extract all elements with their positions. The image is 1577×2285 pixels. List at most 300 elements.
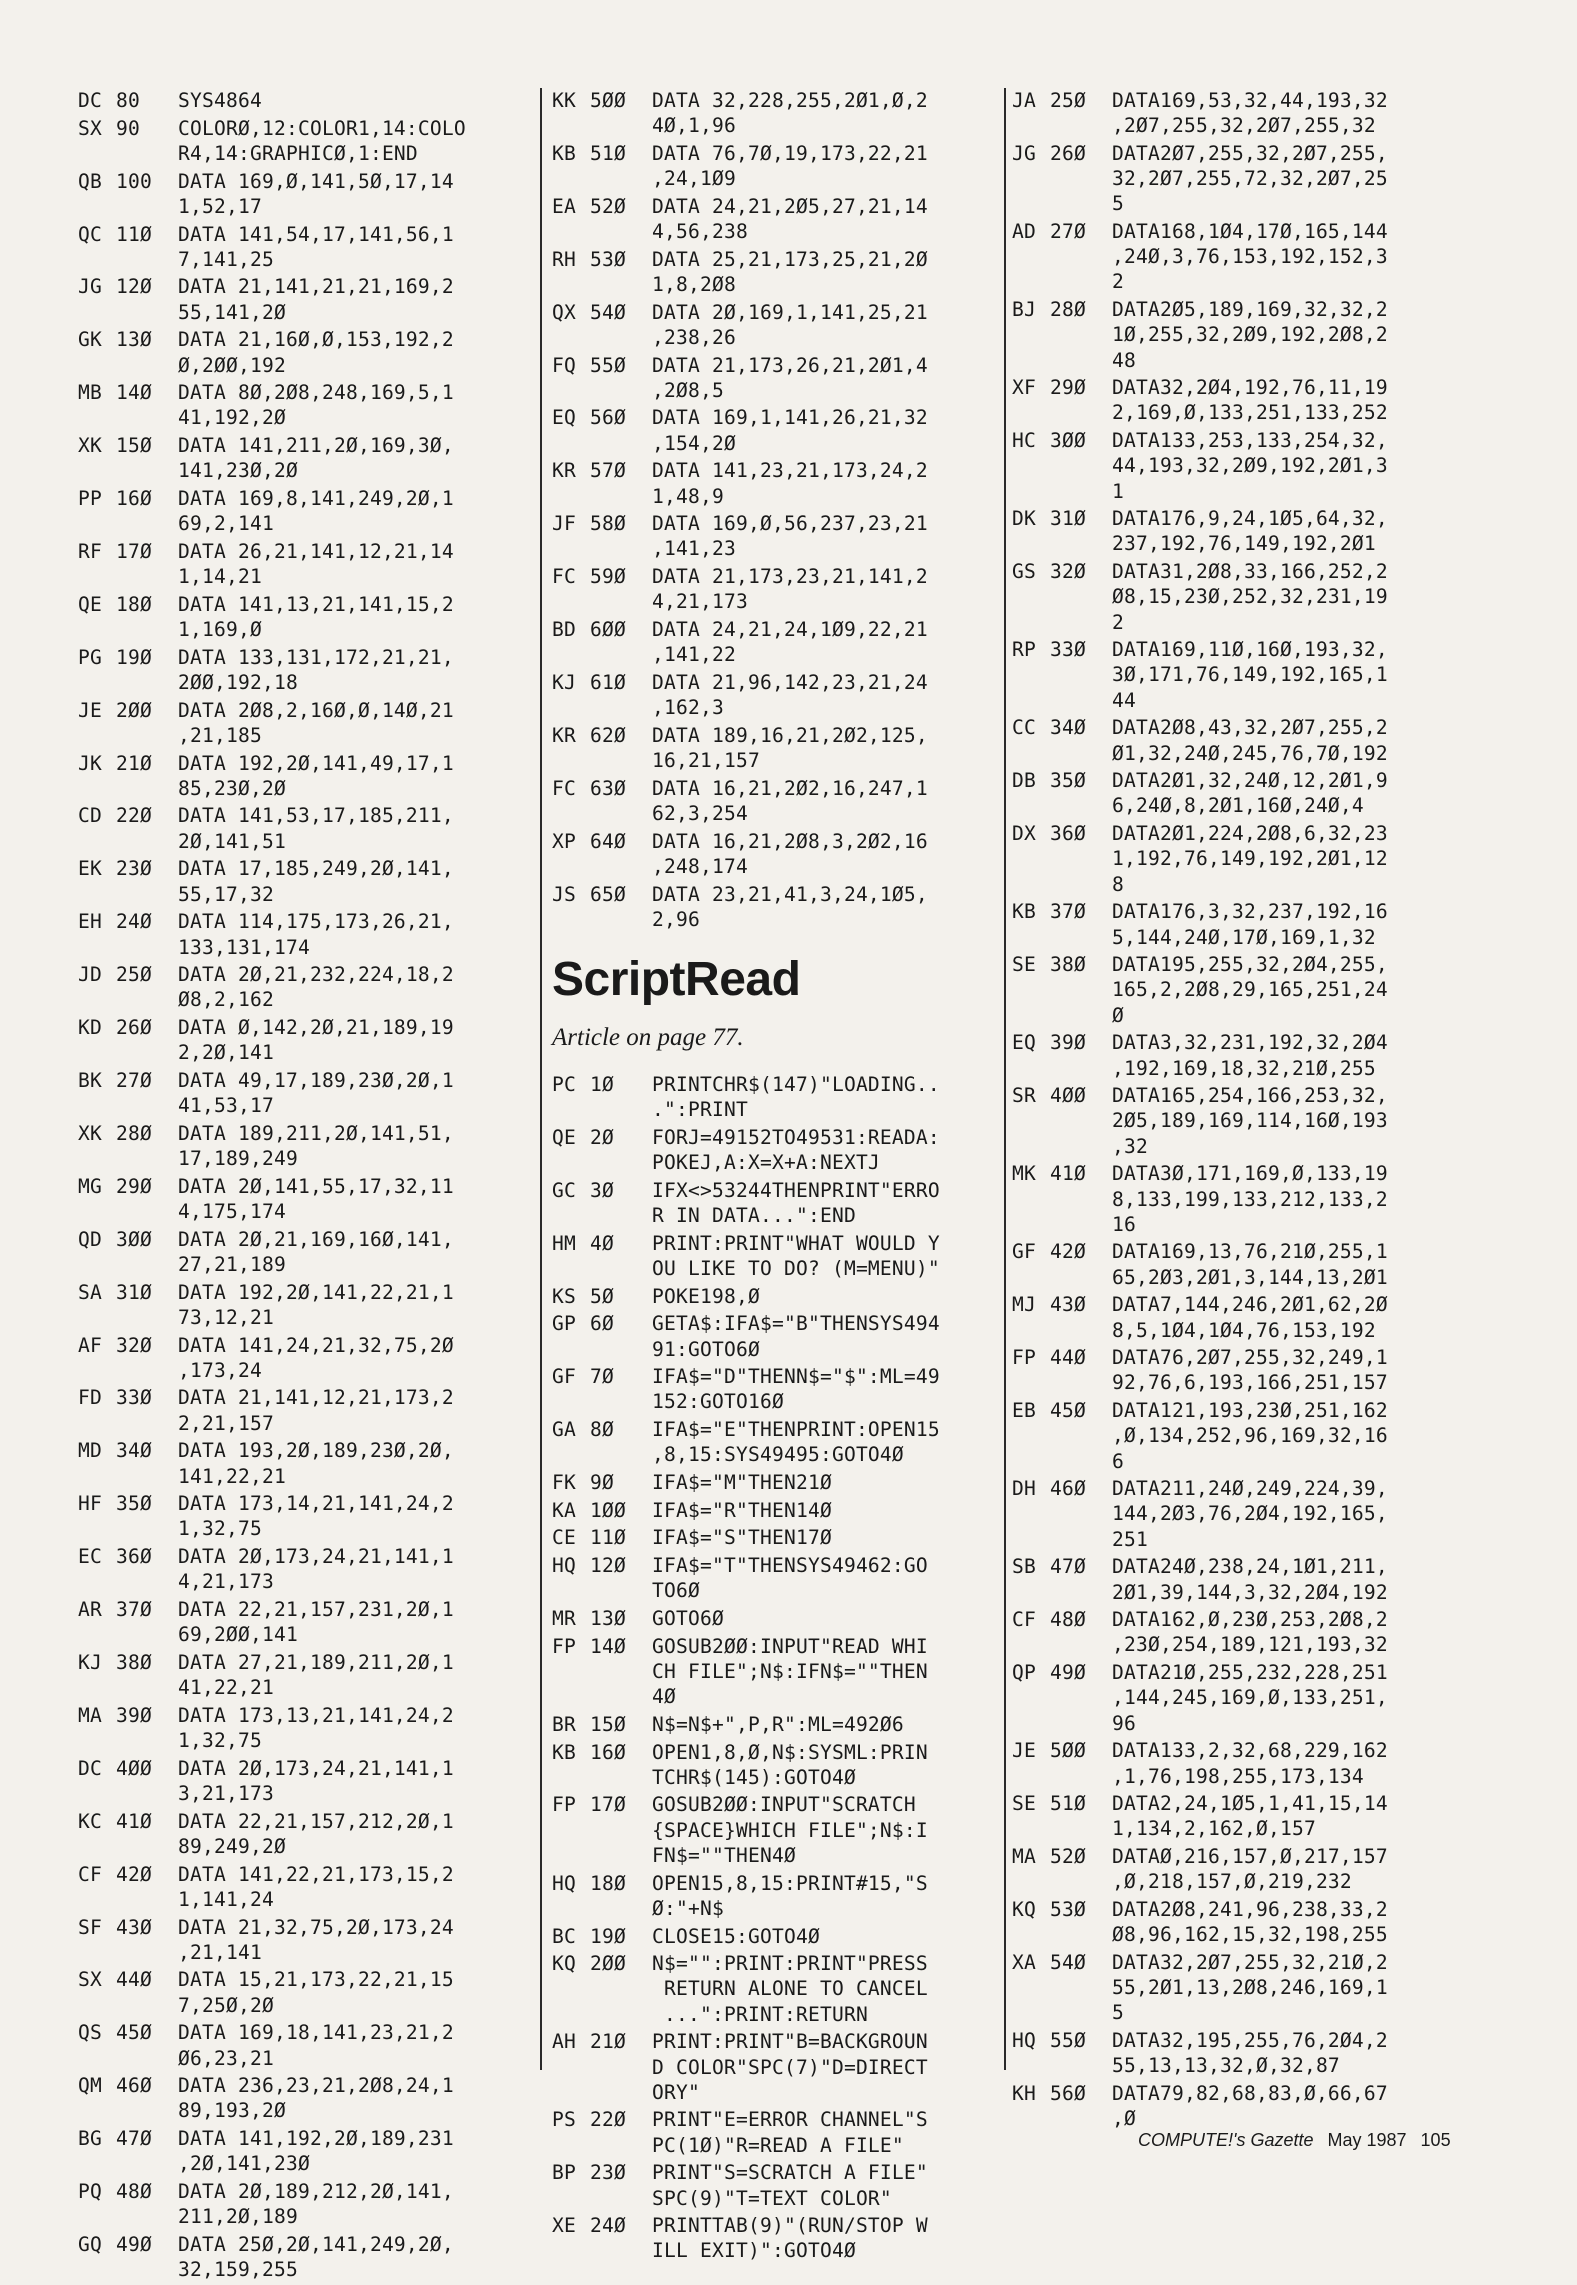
line-number: 36Ø (1050, 822, 1086, 846)
listing-line (78, 88, 538, 113)
line-text: DATA165,254,166,253,32, 2Ø5,189,169,114,16Ø,193 ,32 (1112, 1084, 1388, 1158)
checksum-code: AD (1012, 220, 1036, 244)
line-text: DATA 173,14,21,141,24,2 1,32,75 (178, 1492, 454, 1541)
line-number: 51Ø (1050, 1792, 1086, 1816)
line-text: IFA$="M"THEN21Ø (652, 1471, 832, 1495)
line-text: DATA169,11Ø,16Ø,193,32, 3Ø,171,76,149,192,165,1 44 (1112, 638, 1388, 712)
line-number: 59Ø (590, 565, 626, 589)
line-text: DATA2Ø8,43,32,2Ø7,255,2 Ø1,32,24Ø,245,76,7Ø,192 (1112, 716, 1388, 765)
checksum-code: JK (78, 751, 102, 775)
listing-line (552, 1606, 1000, 1631)
line-text: GOTO6Ø (652, 1607, 724, 1631)
listing-line (78, 1544, 538, 1594)
listing-line (1012, 1161, 1460, 1237)
line-text: DATA 141,24,21,32,75,2Ø ,173,24 (178, 1333, 454, 1382)
listing-continued (552, 88, 1000, 932)
line-text: DATA32,195,255,76,2Ø4,2 55,13,13,32,Ø,32,87 (1112, 2029, 1388, 2078)
checksum-code: QS (78, 2021, 102, 2045)
listing-line (78, 1703, 538, 1753)
checksum-code: MA (78, 1703, 102, 1727)
checksum-code: AF (78, 1333, 102, 1357)
line-number: 2ØØ (590, 1952, 626, 1976)
line-number: 14Ø (116, 381, 152, 405)
checksum-code: KQ (1012, 1898, 1036, 1922)
checksum-code: RP (1012, 638, 1036, 662)
checksum-code: SX (78, 1968, 102, 1992)
checksum-code: XF (1012, 376, 1036, 400)
listing-line (78, 803, 538, 853)
line-text: DATA32,2Ø7,255,32,21Ø,2 55,2Ø1,13,2Ø8,246,169,1 5 (1112, 1950, 1388, 2025)
line-number: 21Ø (590, 2030, 626, 2054)
line-text: PRINT"S=SCRATCH A FILE" SPC(9)"T=TEXT COLOR" (652, 2161, 928, 2210)
line-text: DATA 25Ø,2Ø,141,249,2Ø, 32,159,255 (178, 2232, 454, 2282)
line-text: DATA 236,23,21,2Ø8,24,1 89,193,2Ø (178, 2074, 454, 2123)
checksum-code: PP (78, 487, 102, 511)
line-text: DATA 22,21,157,231,2Ø,1 69,2ØØ,141 (178, 1598, 454, 1647)
listing-line (1012, 1083, 1460, 1159)
line-number: 19Ø (590, 1924, 626, 1948)
line-text: DATA76,2Ø7,255,32,249,1 92,76,6,193,166,251,157 (1112, 1346, 1388, 1395)
line-text: PRINT"E=ERROR CHANNEL"S PC(1Ø)"R=READ A FILE" (652, 2108, 928, 2157)
line-number: 2ØØ (116, 698, 152, 722)
listing-line (552, 1951, 1000, 2027)
listing-line (1012, 219, 1460, 295)
checksum-code: RF (78, 539, 102, 563)
line-number: 35Ø (116, 1492, 152, 1516)
listing-line (78, 2020, 538, 2070)
line-text: DATA 21,173,23,21,141,2 4,21,173 (652, 565, 928, 614)
line-text: PRINT:PRINT"WHAT WOULD Y OU LIKE TO DO? (M=MENU)" (652, 1231, 940, 1280)
listing-column-1 (78, 88, 538, 2285)
line-number: 12Ø (116, 275, 152, 299)
listing-line (552, 2213, 1000, 2263)
line-text: DATA 17,185,249,2Ø,141, 55,17,32 (178, 857, 454, 906)
checksum-code: EA (552, 194, 576, 218)
line-number: 41Ø (116, 1809, 152, 1833)
checksum-code: XK (78, 1121, 102, 1145)
line-text: DATA2,24,1Ø5,1,41,15,14 1,134,2,162,Ø,157 (1112, 1792, 1388, 1841)
listing-line (78, 1438, 538, 1488)
line-number: 5ØØ (1050, 1739, 1086, 1763)
checksum-code: GS (1012, 560, 1036, 584)
checksum-code: QP (1012, 1661, 1036, 1685)
line-number: 14Ø (590, 1634, 626, 1658)
listing-line (552, 670, 1000, 720)
listing-line (78, 645, 538, 695)
listing-line (1012, 1030, 1460, 1080)
listing-line (78, 1174, 538, 1224)
checksum-code: XA (1012, 1950, 1036, 1974)
checksum-code: GF (552, 1365, 576, 1389)
listing-line (552, 1525, 1000, 1550)
listing-line (552, 1178, 1000, 1228)
checksum-code: DX (1012, 822, 1036, 846)
listing-line (1012, 1844, 1460, 1894)
line-number: 31Ø (1050, 507, 1086, 531)
listing-line (552, 1231, 1000, 1281)
checksum-code: JE (1012, 1739, 1036, 1763)
checksum-code: KB (552, 1740, 576, 1764)
line-text: PRINTTAB(9)"(RUN/STOP W ILL EXIT)":GOTO4Ø (652, 2214, 928, 2263)
listing-line (78, 856, 538, 906)
line-number: 29Ø (1050, 376, 1086, 400)
line-number: 52Ø (590, 194, 626, 218)
listing-line (1012, 1660, 1460, 1736)
page-number: 105 (1420, 2130, 1451, 2150)
listing-line (1012, 2028, 1460, 2078)
listing-line (1012, 899, 1460, 949)
line-text: DATA 114,175,173,26,21, 133,131,174 (178, 910, 454, 959)
listing-line (1012, 768, 1460, 818)
line-text: DATA 21,32,75,2Ø,173,24 ,21,141 (178, 1915, 454, 1964)
line-text: DATA 22,21,157,212,2Ø,1 89,249,2Ø (178, 1809, 454, 1858)
line-number: 5ØØ (590, 89, 626, 112)
line-text: DATA 21,141,21,21,169,2 55,141,2Ø (178, 275, 454, 324)
line-number: 49Ø (1050, 1661, 1086, 1685)
listing-line (78, 433, 538, 483)
listing-line (552, 1311, 1000, 1361)
checksum-code: JA (1012, 89, 1036, 112)
line-number: 27Ø (1050, 220, 1086, 244)
line-text: DATA 189,16,21,2Ø2,125, 16,21,157 (652, 723, 928, 773)
line-text: DATA 192,2Ø,141,49,17,1 85,23Ø,2Ø (178, 751, 454, 800)
listing-line (1012, 141, 1460, 217)
line-text: GETA$:IFA$="B"THENSYS494 91:GOTO6Ø (652, 1312, 940, 1361)
listing-line (78, 222, 538, 272)
listing-line (78, 1385, 538, 1435)
line-text: DATA 16,21,2Ø2,16,247,1 62,3,254 (652, 776, 928, 825)
checksum-code: BG (78, 2127, 102, 2151)
line-text: IFA$="E"THENPRINT:OPEN15 ,8,15:SYS49495:GOTO4Ø (652, 1418, 940, 1467)
line-text: FORJ=49152TO49531:READA: POKEJ,A:X=X+A:NEXTJ (652, 1125, 940, 1175)
listing-line (552, 1553, 1000, 1603)
listing-line (1012, 1345, 1460, 1395)
line-text: DATA3Ø,171,169,Ø,133,19 8,133,199,133,212,133,2 16 (1112, 1162, 1388, 1236)
line-number: 35Ø (1050, 769, 1086, 793)
listing-line (1012, 297, 1460, 373)
listing-line (552, 2160, 1000, 2210)
line-number: 13Ø (590, 1607, 626, 1631)
checksum-code: FK (552, 1471, 576, 1495)
checksum-code: RH (552, 247, 576, 271)
line-text: DATA 24,21,2Ø5,27,21,14 4,56,238 (652, 194, 928, 244)
line-number: 18Ø (590, 1871, 626, 1895)
listing-line (78, 2126, 538, 2176)
checksum-code: GP (552, 1312, 576, 1336)
line-number: 2Ø (590, 1125, 614, 1149)
line-number: 61Ø (590, 670, 626, 694)
listing-line (78, 909, 538, 959)
checksum-code: KA (552, 1498, 576, 1522)
line-text: GOSUB2ØØ:INPUT"READ WHI CH FILE";N$:IFN$=""THEN 4Ø (652, 1634, 928, 1709)
listing-line (1012, 1476, 1460, 1552)
line-text: PRINT:PRINT"B=BACKGROUN D COLOR"SPC(7)"D=DIRECT ORY" (652, 2030, 928, 2104)
checksum-code: SF (78, 1915, 102, 1939)
line-text: DATA211,24Ø,249,224,39, 144,2Ø3,76,2Ø4,192,165, 251 (1112, 1477, 1388, 1551)
listing-line (552, 141, 1000, 191)
listing-line (1012, 2081, 1460, 2131)
line-text: DATA169,53,32,44,193,32 ,2Ø7,255,32,2Ø7,255,32 (1112, 89, 1388, 138)
line-text: IFA$="T"THENSYS49462:GO TO6Ø (652, 1554, 928, 1603)
listing-line (1012, 1897, 1460, 1947)
listing-line (78, 1491, 538, 1541)
checksum-code: XK (78, 434, 102, 458)
line-number: 37Ø (1050, 900, 1086, 924)
line-number: 48Ø (1050, 1608, 1086, 1632)
line-number: 54Ø (1050, 1950, 1086, 1974)
listing-line (78, 1967, 538, 2017)
line-number: 43Ø (1050, 1293, 1086, 1317)
line-text: CLOSE15:GOTO4Ø (652, 1924, 820, 1948)
listing-line (1012, 1292, 1460, 1342)
checksum-code: KH (1012, 2081, 1036, 2105)
line-text: N$=N$+",P,R":ML=492Ø6 (652, 1712, 904, 1736)
line-text: DATA176,3,32,237,192,16 5,144,24Ø,17Ø,169,1,32 (1112, 900, 1388, 949)
listing-line (78, 2073, 538, 2123)
checksum-code: HQ (552, 1871, 576, 1895)
line-text: DATA176,9,24,1Ø5,64,32, 237,192,76,149,192,2Ø1 (1112, 507, 1388, 556)
listing-line (78, 1650, 538, 1700)
line-number: 54Ø (590, 300, 626, 324)
listing-line (552, 88, 1000, 138)
line-text: DATA2Ø8,241,96,238,33,2 Ø8,96,162,15,32,198,255 (1112, 1898, 1388, 1947)
line-number: 6Ø (590, 1312, 614, 1336)
line-text: IFA$="S"THEN17Ø (652, 1526, 832, 1550)
listing-line (1012, 506, 1460, 556)
line-text: DATA31,2Ø8,33,166,252,2 Ø8,15,23Ø,252,32,231,19 2 (1112, 560, 1388, 634)
line-number: 26Ø (116, 1016, 152, 1040)
line-number: 63Ø (590, 776, 626, 800)
line-number: 45Ø (116, 2021, 152, 2045)
checksum-code: BD (552, 618, 576, 642)
line-number: 15Ø (590, 1712, 626, 1736)
line-number: 18Ø (116, 592, 152, 616)
checksum-code: CC (1012, 716, 1036, 740)
line-number: 56Ø (1050, 2081, 1086, 2105)
listing-line (552, 1871, 1000, 1921)
line-text: DATA79,82,68,83,Ø,66,67 ,Ø (1112, 2081, 1388, 2131)
checksum-code: JG (1012, 141, 1036, 165)
line-number: 41Ø (1050, 1162, 1086, 1186)
listing-line (78, 486, 538, 536)
line-number: 6ØØ (590, 618, 626, 642)
line-text: DATA 76,7Ø,19,173,22,21 ,24,1Ø9 (652, 141, 928, 191)
listing-line (552, 776, 1000, 826)
listing-line (552, 882, 1000, 932)
line-number: 19Ø (116, 645, 152, 669)
listing-line (78, 1121, 538, 1171)
checksum-code: KR (552, 459, 576, 483)
line-number: 4Ø (590, 1231, 614, 1255)
checksum-code: QC (78, 222, 102, 246)
checksum-code: HM (552, 1231, 576, 1255)
line-text: DATA3,32,231,192,32,2Ø4 ,192,169,18,32,21Ø,255 (1112, 1031, 1388, 1080)
line-text: DATA 169,8,141,249,2Ø,1 69,2,141 (178, 487, 454, 536)
line-text: DATA 23,21,41,3,24,1Ø5, 2,96 (652, 882, 928, 931)
line-text: DATA 141,54,17,141,56,1 7,141,25 (178, 222, 454, 271)
listing-line (78, 1280, 538, 1330)
listing-line (1012, 1398, 1460, 1474)
line-text: DATA2Ø1,224,2Ø8,6,32,23 1,192,76,149,192,2Ø1,12 8 (1112, 822, 1388, 896)
line-number: 36Ø (116, 1545, 152, 1569)
listing-line (552, 1364, 1000, 1414)
line-number: 8Ø (590, 1418, 614, 1442)
line-number: 3ØØ (116, 1227, 152, 1251)
line-number: 3ØØ (1050, 429, 1086, 453)
listing-line (552, 1125, 1000, 1175)
line-number: 34Ø (1050, 716, 1086, 740)
checksum-code: KB (552, 141, 576, 165)
line-text: DATA 25,21,173,25,21,2Ø 1,8,2Ø8 (652, 247, 928, 296)
line-number: 25Ø (1050, 89, 1086, 112)
checksum-code: EQ (1012, 1031, 1036, 1055)
line-number: 44Ø (1050, 1346, 1086, 1370)
line-number: 28Ø (116, 1121, 152, 1145)
line-number: 27Ø (116, 1069, 152, 1093)
checksum-code: BP (552, 2161, 576, 2185)
line-text: DATA 2Ø,189,212,2Ø,141, 211,2Ø,189 (178, 2180, 454, 2229)
line-number: 25Ø (116, 963, 152, 987)
checksum-code: FC (552, 565, 576, 589)
line-number: 100 (116, 169, 152, 193)
listing-line (1012, 1607, 1460, 1657)
line-number: 58Ø (590, 512, 626, 536)
listing-line (552, 564, 1000, 614)
checksum-code: PS (552, 2108, 576, 2132)
checksum-code: EQ (552, 406, 576, 430)
checksum-code: KD (78, 1016, 102, 1040)
checksum-code: GQ (78, 2232, 102, 2256)
checksum-code: AR (78, 1598, 102, 1622)
line-number: 1ØØ (590, 1498, 626, 1522)
line-text: DATA7,144,246,2Ø1,62,2Ø 8,5,1Ø4,1Ø4,76,153,192 (1112, 1293, 1388, 1342)
line-text: DATA2Ø7,255,32,2Ø7,255, 32,2Ø7,255,72,32,2Ø7,25 5 (1112, 141, 1388, 216)
listing-line (552, 1498, 1000, 1523)
listing-line (78, 380, 538, 430)
checksum-code: FC (552, 776, 576, 800)
listing-line (552, 1740, 1000, 1790)
checksum-code: KS (552, 1284, 576, 1308)
checksum-code: EB (1012, 1399, 1036, 1423)
line-number: 16Ø (590, 1740, 626, 1764)
listing-line (1012, 952, 1460, 1028)
line-text: DATA2Ø5,189,169,32,32,2 1Ø,255,32,2Ø9,192,2Ø8,2 48 (1112, 298, 1388, 372)
listing-line (1012, 1738, 1460, 1788)
line-number: 62Ø (590, 723, 626, 747)
listing-line (78, 698, 538, 748)
line-number: 33Ø (1050, 638, 1086, 662)
line-number: 51Ø (590, 141, 626, 165)
listing-line (78, 1015, 538, 1065)
line-number: 9Ø (590, 1471, 614, 1495)
checksum-code: DB (1012, 769, 1036, 793)
line-text: DATA121,193,23Ø,251,162 ,Ø,134,252,96,169,32,16 6 (1112, 1399, 1388, 1473)
line-text: DATA32,2Ø4,192,76,11,19 2,169,Ø,133,251,133,252 (1112, 376, 1388, 425)
listing-line (78, 169, 538, 219)
listing-line (78, 274, 538, 324)
checksum-code: CD (78, 804, 102, 828)
line-number: 15Ø (116, 434, 152, 458)
checksum-code: HC (1012, 429, 1036, 453)
checksum-code: XE (552, 2214, 576, 2238)
listing-line (78, 1227, 538, 1277)
listing-line (552, 1924, 1000, 1949)
checksum-code: FP (552, 1793, 576, 1817)
listing-line (552, 1284, 1000, 1309)
listing-line (552, 723, 1000, 773)
column-divider-right (1004, 88, 1006, 2070)
line-text: DATAØ,216,157,Ø,217,157 ,Ø,218,157,Ø,219,232 (1112, 1845, 1388, 1894)
line-number: 16Ø (116, 487, 152, 511)
line-number: 37Ø (116, 1598, 152, 1622)
line-text: DATA 21,141,12,21,173,2 2,21,157 (178, 1386, 454, 1435)
checksum-code: MA (1012, 1845, 1036, 1869)
line-number: 4ØØ (116, 1756, 152, 1780)
checksum-code: MK (1012, 1162, 1036, 1186)
listing-column-2 (552, 88, 1000, 2266)
listing-line (552, 617, 1000, 667)
line-number: 49Ø (116, 2232, 152, 2256)
line-number: 13Ø (116, 328, 152, 352)
checksum-code: DC (78, 1756, 102, 1780)
line-text: DATA 27,21,189,211,2Ø,1 41,22,21 (178, 1650, 454, 1700)
checksum-code: JG (78, 275, 102, 299)
line-number: 55Ø (1050, 2029, 1086, 2053)
checksum-code: GC (552, 1178, 576, 1202)
listing-line (78, 1597, 538, 1647)
checksum-code: BR (552, 1712, 576, 1736)
line-text: N$="":PRINT:PRINT"PRESS RETURN ALONE TO CANCEL ...":PRINT:RETURN (652, 1952, 928, 2026)
checksum-code: JD (78, 963, 102, 987)
listing-column-3 (1012, 88, 1460, 2134)
checksum-code: CE (552, 1526, 576, 1550)
checksum-code: MJ (1012, 1293, 1036, 1317)
checksum-code: XP (552, 829, 576, 853)
line-number: 17Ø (116, 539, 152, 563)
line-number: 3Ø (590, 1178, 614, 1202)
line-text: DATA195,255,32,2Ø4,255, 165,2,2Ø8,29,165,251,24 Ø (1112, 953, 1388, 1027)
line-text: DATA 189,211,2Ø,141,51, 17,189,249 (178, 1121, 454, 1171)
line-text: IFA$="D"THENN$="$":ML=49 152:GOTO16Ø (652, 1365, 940, 1414)
line-text: DATA133,253,133,254,32, 44,193,32,2Ø9,192,2Ø1,3 1 (1112, 429, 1388, 503)
line-number: 46Ø (116, 2074, 152, 2098)
listing-line (552, 2029, 1000, 2105)
line-text: DATA 141,211,2Ø,169,3Ø, 141,23Ø,2Ø (178, 434, 454, 483)
line-text: DATA 169,1,141,26,21,32 ,154,2Ø (652, 406, 928, 455)
checksum-code: CF (1012, 1608, 1036, 1632)
checksum-code: MG (78, 1174, 102, 1198)
checksum-code: QM (78, 2074, 102, 2098)
line-text: DATA 24,21,24,1Ø9,22,21 ,141,22 (652, 618, 928, 667)
checksum-code: PC (552, 1073, 576, 1096)
line-text: DATA 32,228,255,2Ø1,Ø,2 4Ø,1,96 (652, 89, 928, 138)
line-number: 5Ø (590, 1284, 614, 1308)
listing-line (552, 353, 1000, 403)
checksum-code: GA (552, 1418, 576, 1442)
listing-line (1012, 1950, 1460, 2026)
checksum-code: JE (78, 698, 102, 722)
checksum-code: EK (78, 857, 102, 881)
line-text: DATA 133,131,172,21,21, 2ØØ,192,18 (178, 645, 454, 694)
listing-line (1012, 821, 1460, 897)
line-text: DATA 141,23,21,173,24,2 1,48,9 (652, 459, 928, 508)
line-number: 17Ø (590, 1793, 626, 1817)
listing-line (78, 2232, 538, 2282)
listing-line (78, 1756, 538, 1806)
checksum-code: FP (1012, 1346, 1036, 1370)
line-text: DATA 2Ø,173,24,21,141,1 4,21,173 (178, 1545, 454, 1594)
column-divider-left (540, 88, 542, 2070)
